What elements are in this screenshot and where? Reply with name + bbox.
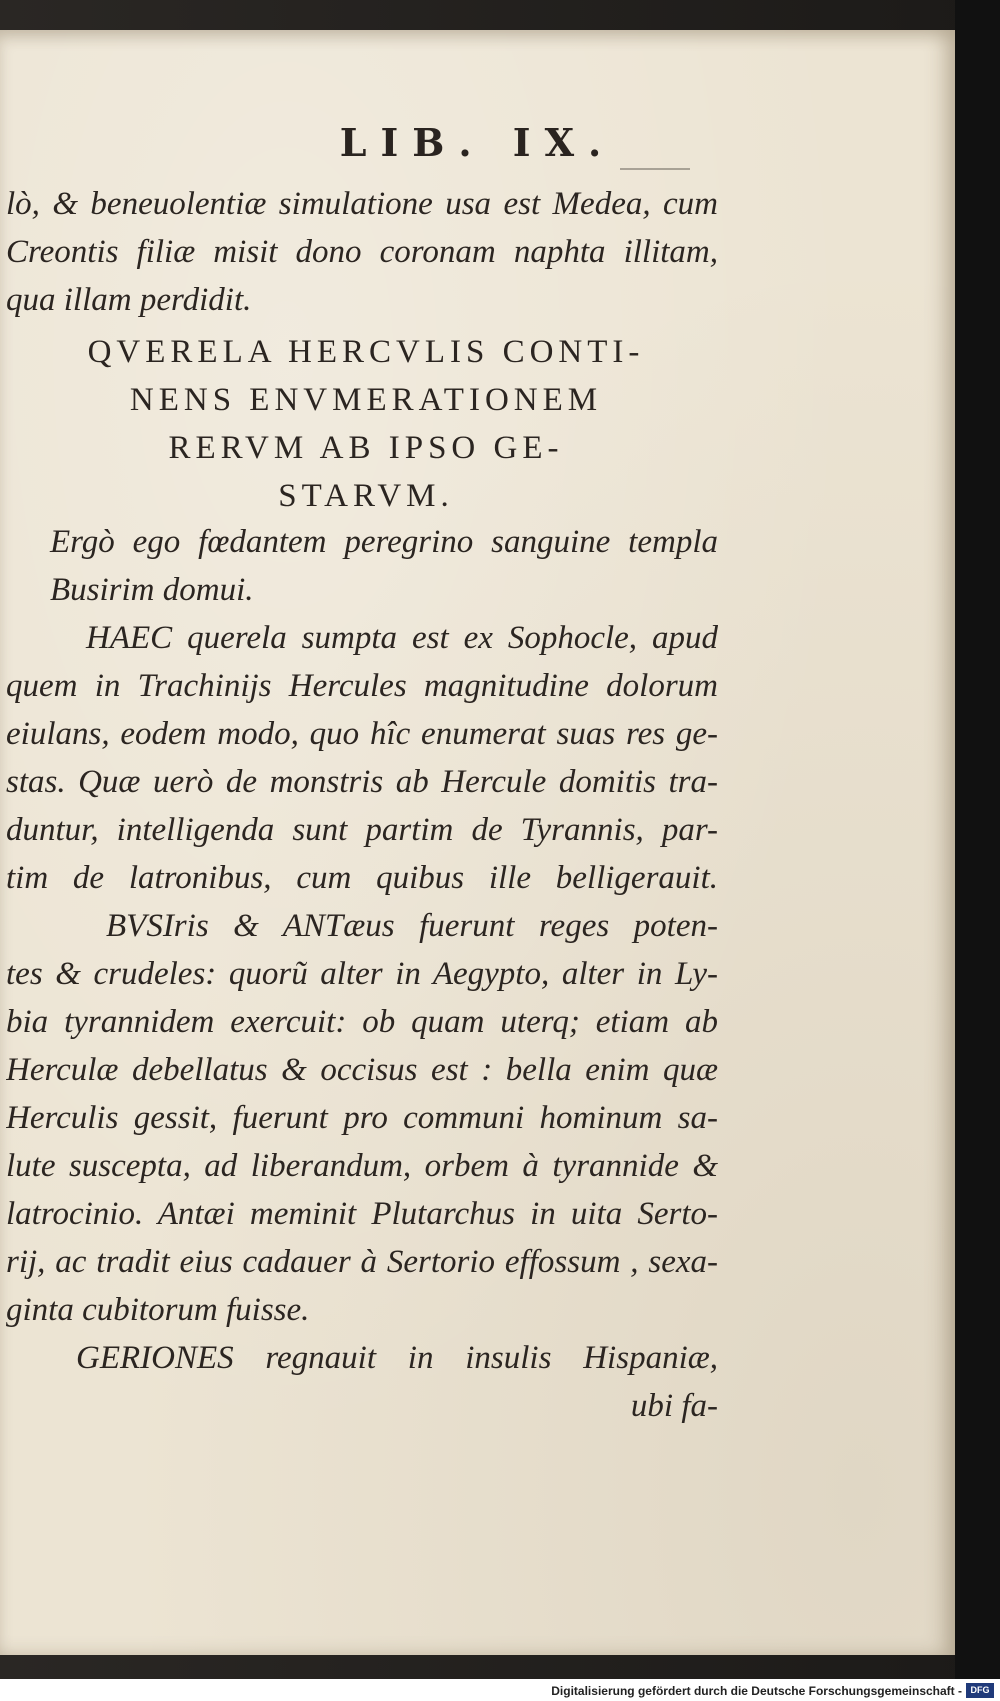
text-line: qua illam perdidit.: [6, 282, 252, 318]
catchword: ubi fa-: [630, 1388, 718, 1424]
dfg-logo-icon: DFG: [966, 1683, 994, 1698]
text-line: Herculis gessit, fuerunt pro communi hominum sa-: [6, 1100, 718, 1136]
text-line: duntur, intelligenda sunt partim de Tyrannis, par-: [6, 812, 718, 848]
book-page: [0, 30, 955, 1655]
text-line: tim de latronibus, cum quibus ille belligerauit.: [6, 860, 718, 896]
text-line: BVSIris & ANTæus fuerunt reges poten-: [106, 908, 718, 944]
text-line: quem in Trachinijs Hercules magnitudine dolorum: [6, 668, 718, 704]
heading-line: NENS ENVMERATIONEM: [129, 382, 603, 418]
text-line: eiulans, eodem modo, quo hîc enumerat suas res ge-: [6, 716, 718, 752]
quote-line: Ergò ego fœdantem peregrino sanguine templa: [50, 524, 718, 560]
text-line: ginta cubitorum fuisse.: [6, 1292, 310, 1328]
section-heading: [10, 328, 722, 520]
text-line: HAEC querela sumpta est ex Sophocle, apud: [86, 620, 718, 656]
heading-line: RERVM AB IPSO GE-: [168, 430, 564, 466]
footer-bar: [0, 1679, 1000, 1701]
text-line: Herculæ debellatus & occisus est : bella enim quæ: [6, 1052, 718, 1088]
quote-block: [6, 518, 718, 614]
text-line: rij, ac tradit eius cadauer à Sertorio effossum , sexa-: [6, 1244, 718, 1280]
heading-line: QVERELA HERCVLIS CONTI-: [87, 334, 645, 370]
text-line: stas. Quæ uerò de monstris ab Hercule domitis tra-: [6, 764, 718, 800]
text-line: Creontis filiæ misit dono coronam naphta illitam,: [6, 234, 718, 270]
head-rule: [620, 168, 690, 170]
paragraph-1: [6, 614, 718, 902]
paragraph-2: [6, 902, 718, 1334]
text-line: lute suscepta, ad liberandum, orbem à tyrannide &: [6, 1148, 718, 1184]
text-line: GERIONES regnauit in insulis Hispaniæ,: [76, 1340, 718, 1376]
heading-line: STARVM.: [278, 478, 454, 514]
text-line: lò, & beneuolentiæ simulatione usa est Medea, cum: [6, 186, 718, 222]
text-block-1: [6, 180, 718, 324]
text-line: bia tyrannidem exercuit: ob quam uterq; etiam ab: [6, 1004, 718, 1040]
scan-edge: [955, 0, 1000, 1701]
text-line: tes & crudeles: quorũ alter in Aegypto, alter in Ly-: [6, 956, 718, 992]
running-head: LIB. IX.: [339, 120, 616, 165]
footer-credit: Digitalisierung gefördert durch die Deutsche Forschungsgemeinschaft -: [551, 1684, 962, 1698]
text-line: latrocinio. Antæi meminit Plutarchus in uita Serto-: [6, 1196, 718, 1232]
quote-line: Busirim domui.: [50, 572, 254, 608]
paragraph-3: [6, 1334, 718, 1430]
